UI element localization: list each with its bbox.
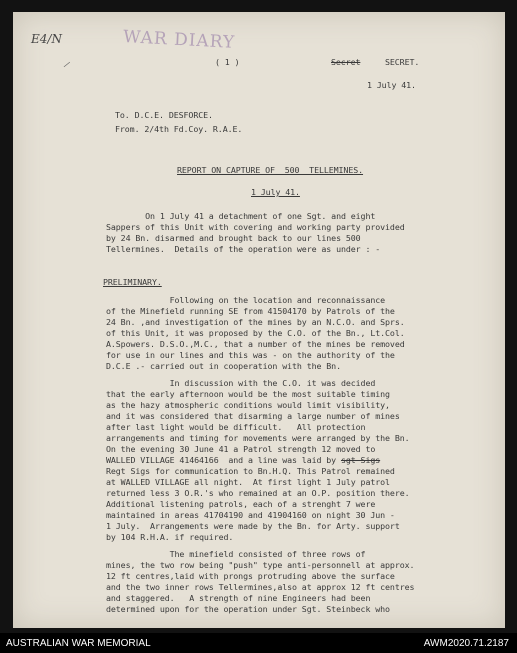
archive-footer	[0, 633, 517, 653]
footer-institution: AUSTRALIAN WAR MEMORIAL	[6, 638, 151, 649]
address-to: To. D.C.E. DESFORCE.	[115, 110, 213, 120]
handwritten-mark: E4/N	[31, 32, 62, 46]
text-line: 12 ft centres,laid with prongs protruding above the surface	[106, 571, 395, 581]
text-line: Following on the location and reconnaissance	[106, 295, 386, 305]
footer-reference: AWM2020.71.2187	[423, 638, 509, 649]
text-line: and the two inner rows Tellermines,also at approx 12 ft centres	[106, 582, 415, 592]
report-title: REPORT ON CAPTURE OF 500 TELLEMINES.	[177, 165, 364, 175]
text-line: that the early afternoon would be the most suitable timing	[106, 389, 390, 399]
text-line: In discussion with the C.O. it was decided	[106, 378, 376, 388]
text-line: for use in our lines and this was - on the authority of the	[106, 350, 395, 360]
text-line-part: WALLED VILLAGE 41464166 and a line was laid by	[106, 455, 341, 465]
page-marker: ( 1 )	[215, 57, 240, 67]
struck-classification: Secret	[331, 57, 361, 67]
document-page	[13, 12, 505, 628]
text-line: mines, the two row being "push" type anti-personnell at approx.	[106, 560, 415, 570]
text-line: at WALLED VILLAGE all night. At first light 1 July patrol	[106, 477, 390, 487]
classification: SECRET.	[385, 57, 420, 67]
text-line: returned less 3 O.R.'s who remained at an O.P. position there.	[106, 488, 410, 498]
text-line: of this Unit, it was proposed by the C.O. of the Bn., Lt.Col.	[106, 328, 405, 338]
text-line: after last light would be difficult. All protection	[106, 422, 366, 432]
section-heading: PRELIMINARY.	[103, 277, 162, 287]
address-from: From. 2/4th Fd.Coy. R.A.E.	[115, 124, 243, 134]
text-line: and it was considered that disarming a large number of mines	[106, 411, 400, 421]
text-line	[106, 455, 380, 466]
text-line: The minefield consisted of three rows of	[106, 549, 366, 559]
text-line: arrangements and timing for movements were arranged by the Bn.	[106, 433, 410, 443]
war-diary-stamp: WAR DIARY	[122, 27, 236, 53]
text-line: Sappers of this Unit with covering and working party provided	[106, 222, 405, 232]
text-line: maintained in areas 41704190 and 41904160 on night 30 Jun -	[106, 510, 395, 520]
text-line: A.Spowers. D.S.O.,M.C., that a number of the mines be removed	[106, 339, 405, 349]
text-line: Regt Sigs for communication to Bn.H.Q. This Patrol remained	[106, 466, 395, 476]
header-date: 1 July 41.	[367, 80, 416, 90]
struck-text: sgt Sigs	[340, 455, 381, 465]
handwritten-scribble: ⸝	[63, 54, 70, 70]
report-date: 1 July 41.	[251, 187, 300, 197]
text-line: 1 July. Arrangements were made by the Bn. for Arty. support	[106, 521, 400, 531]
text-line: and staggered. A strength of nine Engineers had been	[106, 593, 371, 603]
text-line: determined upon for the operation under Sgt. Steinbeck who	[106, 604, 390, 614]
text-line: 24 Bn. ,and investigation of the mines by an N.C.O. and Sprs.	[106, 317, 405, 327]
text-line: D.C.E .- carried out in cooperation with the Bn.	[106, 361, 341, 371]
text-line: of the Minefield running SE from 41504170 by Patrols of the	[106, 306, 395, 316]
text-line: as the hazy atmospheric conditions would limit visibility,	[106, 400, 390, 410]
text-line: On 1 July 41 a detachment of one Sgt. and eight	[106, 211, 376, 221]
text-line: On the evening 30 June 41 a Patrol strength 12 moved to	[106, 444, 376, 454]
text-line: by 104 R.H.A. if required.	[106, 532, 234, 542]
text-line: by 24 Bn. disarmed and brought back to our lines 500	[106, 233, 361, 243]
text-line: Additional listening patrols, each of a strenght 7 were	[106, 499, 376, 509]
text-line: Tellermines. Details of the operation were as under : -	[106, 244, 381, 254]
